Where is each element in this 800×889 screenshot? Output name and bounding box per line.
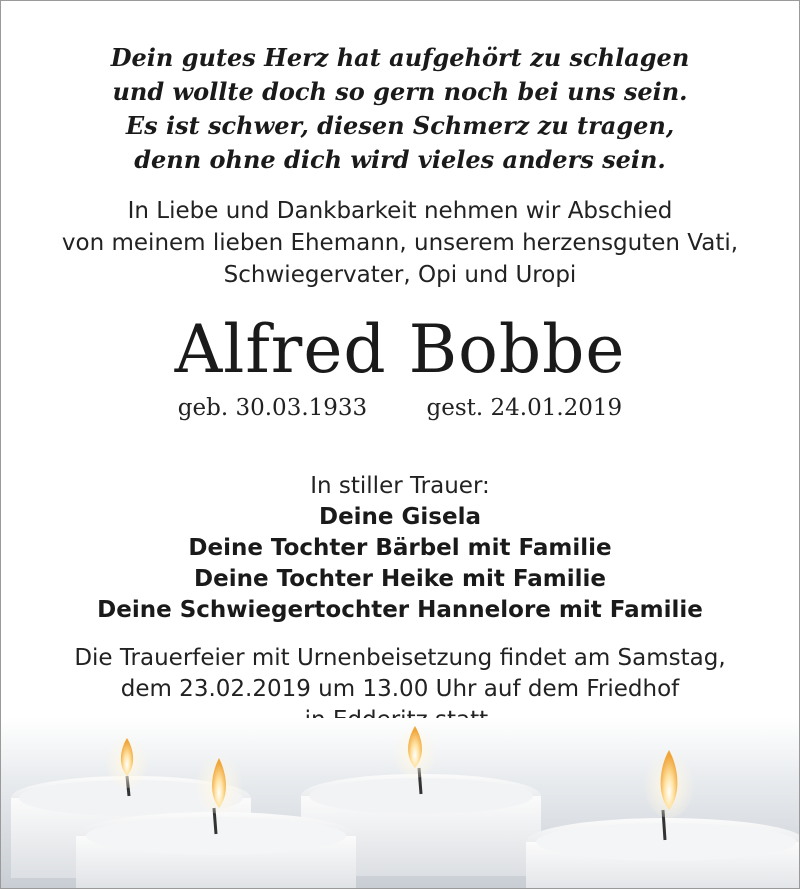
poem-line: und wollte doch so gern noch bei uns sein. [112, 77, 688, 106]
mourners-block [1, 471, 799, 626]
poem-line: Es ist schwer, diesen Schmerz zu tragen, [125, 111, 675, 140]
deceased-name: Alfred Bobbe [174, 311, 626, 388]
poem-line: denn ohne dich wird vieles anders sein. [134, 145, 666, 174]
intro-line: von meinem lieben Ehemann, unserem herzensguten Vati, [61, 230, 739, 256]
poem [1, 41, 799, 177]
mourner-name: Deine Gisela [318, 504, 481, 530]
life-dates [1, 393, 799, 423]
farewell-intro [1, 195, 799, 291]
intro-line: In Liebe und Dankbarkeit nehmen wir Abschied [127, 198, 673, 224]
mourner-name: Deine Schwiegertochter Hannelore mit Familie [97, 597, 703, 623]
candles-image [1, 718, 799, 888]
service-line: dem 23.02.2019 um 13.00 Uhr auf dem Friedhof [120, 676, 680, 702]
mourner-name: Deine Tochter Heike mit Familie [194, 566, 606, 592]
death-date: gest. 24.01.2019 [426, 395, 623, 421]
poem-line: Dein gutes Herz hat aufgehört zu schlagen [110, 43, 690, 72]
birth-date: geb. 30.03.1933 [177, 395, 368, 421]
mourner-name: Deine Tochter Bärbel mit Familie [188, 535, 612, 561]
intro-line: Schwiegervater, Opi und Uropi [223, 262, 577, 288]
mourners-label: In stiller Trauer: [310, 473, 490, 499]
service-line: Die Trauerfeier mit Urnenbeisetzung findet am Samstag, [74, 645, 726, 671]
